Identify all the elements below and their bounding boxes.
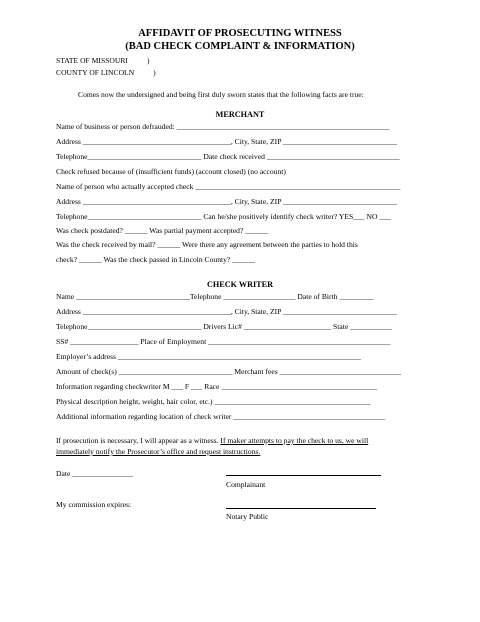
- payment-notice: If maker attempts to pay the check to us, we will: [220, 436, 369, 445]
- merchant-business-name-field[interactable]: Name of business or person defrauded: ________________________________________________________: [56, 122, 390, 131]
- writer-telephone-field[interactable]: Telephone______________________________ Drivers Lic# _______________________ State ___________: [56, 322, 392, 331]
- complainant-label: Complainant: [226, 480, 266, 489]
- writer-name-field[interactable]: Name ______________________________Telephone ___________________ Date of Birth _________: [56, 292, 374, 301]
- state-label: STATE OF MISSOURI ): [56, 56, 150, 65]
- prosecution-notice-line2: immediately notify the Prosecutor’s office and request instructions.: [56, 447, 261, 456]
- accepted-by-field[interactable]: Name of person who actually accepted check ______________________________________________________: [56, 182, 401, 191]
- intro-statement: Comes now the undersigned and being first duly sworn states that the following facts are true:: [78, 90, 364, 99]
- notary-signature-line[interactable]: [226, 508, 376, 509]
- writer-ssn-field[interactable]: SS# __________________ Place of Employment ________________________________________________: [56, 337, 391, 346]
- complainant-signature-line[interactable]: [226, 475, 381, 476]
- physical-description-field[interactable]: Physical description height, weight, hair color, etc.) _________________________________________: [56, 397, 371, 406]
- postdated-field[interactable]: Was check postdated? ______ Was partial payment accepted? ______: [56, 226, 269, 235]
- checkwriter-info-field[interactable]: Information regarding checkwriter M ___ F ___ Race _________________________________________: [56, 382, 377, 391]
- lincoln-county-field[interactable]: check? ______ Was the check passed in Lincoln County? ______: [56, 255, 255, 264]
- document-title: AFFIDAVIT OF PROSECUTING WITNESS: [138, 28, 342, 39]
- commission-expires-label: My commission expires:: [56, 500, 132, 509]
- merchant-telephone-field[interactable]: Telephone______________________________ Date check received ___________________________________: [56, 152, 400, 161]
- acceptor-telephone-field[interactable]: Telephone______________________________ Can he/she positively identify check writer? YES___ NO ___: [56, 212, 391, 221]
- check-refused-reason: Check refused because of (insufficient funds) (account closed) (no account): [56, 167, 286, 176]
- merchant-heading: MERCHANT: [215, 110, 265, 119]
- check-amount-field[interactable]: Amount of check(s) ______________________________ Merchant fees ________________________________: [56, 367, 402, 376]
- prosecution-notice-line1: [56, 436, 368, 446]
- merchant-address-field[interactable]: Address _______________________________________, City, State, ZIP ______________________________: [56, 137, 397, 146]
- writer-address-field[interactable]: Address _______________________________________, City, State, ZIP ______________________________: [56, 307, 397, 316]
- document-subtitle: (BAD CHECK COMPLAINT & INFORMATION): [125, 41, 355, 52]
- received-by-mail-field[interactable]: Was the check received by mail? ______ Were there any agreement between the parties to hold this: [56, 240, 358, 249]
- employer-address-field[interactable]: Employer’s address ________________________________________________________________: [56, 352, 361, 361]
- date-field[interactable]: Date ________________: [56, 469, 133, 478]
- notary-public-label: Notary Public: [226, 512, 269, 521]
- check-writer-heading: CHECK WRITER: [206, 280, 274, 289]
- additional-info-field[interactable]: Additional information regarding location of check writer ________________________________________: [56, 412, 386, 421]
- acceptor-address-field[interactable]: Address _______________________________________, City, State, ZIP ______________________________: [56, 197, 397, 206]
- witness-statement: If prosecution is necessary, I will appear as a witness.: [56, 436, 221, 445]
- county-label: COUNTY OF LINCOLN ): [56, 68, 156, 77]
